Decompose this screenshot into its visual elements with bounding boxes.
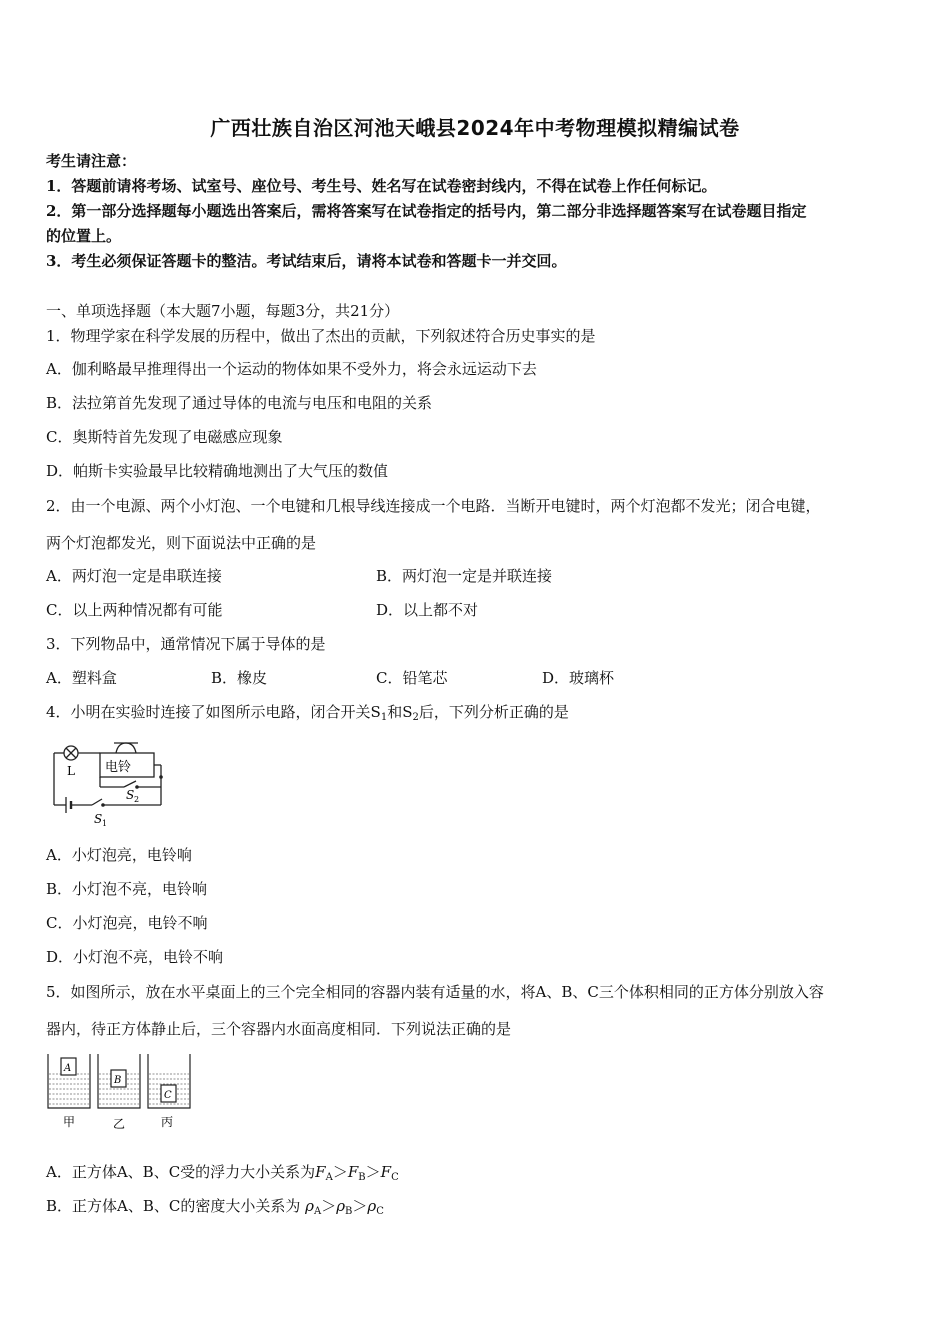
q2-option-c: C．以上两种情况都有可能 — [46, 601, 223, 619]
q4-s1-sub: 1 — [102, 819, 108, 828]
q5-option-b — [46, 1196, 384, 1222]
q5-label-yi: 乙 — [113, 1117, 126, 1131]
q5-option-b-sub2: B — [345, 1206, 353, 1217]
q2-option-b: B．两灯泡一定是并联连接 — [376, 567, 553, 585]
q5-option-b-sub3: C — [376, 1206, 384, 1217]
q5-option-b-gt1: ＞ — [321, 1197, 337, 1215]
q2-stem-line1: 2．由一个电源、两个小灯泡、一个电键和几根导线连接成一个电路．当断开电键时，两个灯泡都不发光；闭合电键， — [46, 497, 821, 515]
q4-s2-label: S — [126, 788, 135, 802]
q5-option-b-gt2: ＞ — [352, 1197, 368, 1215]
q4-option-c: C．小灯泡亮，电铃不响 — [46, 914, 208, 932]
notice-item-2: 2．第一部分选择题每小题选出答案后，需将答案写在试卷指定的括号内，第二部分非选择题答案写在试卷题目指定 — [46, 202, 807, 220]
q5-option-b-r3: ρ — [367, 1197, 377, 1215]
section-heading: 一、单项选择题（本大题7小题，每题3分，共21分） — [46, 302, 400, 320]
q2-option-a: A．两灯泡一定是串联连接 — [46, 567, 222, 585]
q3-option-d: D．玻璃杯 — [542, 669, 615, 687]
q5-option-b-r1: ρ — [305, 1197, 314, 1215]
q1-option-d: D．帕斯卡实验最早比较精确地测出了大气压的数值 — [46, 462, 389, 480]
q1-stem: 1．物理学家在科学发展的历程中，做出了杰出的贡献，下列叙述符合历史事实的是 — [46, 327, 596, 345]
q5-option-a-f1: F — [315, 1163, 326, 1181]
q4-sub-2: 2 — [412, 712, 419, 723]
q5-block-c: C — [164, 1090, 172, 1101]
q4-stem-part1: 4．小明在实验时连接了如图所示电路，闭合开关S — [46, 703, 381, 721]
q5-option-b-r2: ρ — [336, 1197, 346, 1215]
notice-heading: 考生请注意： — [46, 152, 137, 170]
q2-stem-line2: 两个灯泡都发光，则下面说法中正确的是 — [46, 534, 317, 552]
q5-option-a-sub3: C — [391, 1172, 399, 1183]
q5-option-a-f2: F — [347, 1163, 359, 1181]
q5-block-a: A — [64, 1063, 72, 1074]
q4-sub-1: 1 — [380, 712, 388, 723]
q5-option-a-sub1: A — [325, 1172, 333, 1183]
q5-option-a — [46, 1162, 399, 1188]
q3-option-b: B．橡皮 — [211, 669, 268, 687]
page-title: 广西壮族自治区河池天峨县2024年中考物理模拟精编试卷 — [210, 116, 740, 140]
q4-option-d: D．小灯泡不亮，电铃不响 — [46, 948, 224, 966]
q1-option-c: C．奥斯特首先发现了电磁感应现象 — [46, 428, 283, 446]
q4-option-b: B．小灯泡不亮，电铃响 — [46, 880, 208, 898]
notice-item-3: 3．考生必须保证答题卡的整洁。考试结束后，请将本试卷和答题卡一并交回。 — [46, 252, 567, 270]
q3-option-a: A．塑料盒 — [46, 669, 117, 687]
q3-stem: 3．下列物品中，通常情况下属于导体的是 — [46, 635, 326, 653]
q5-option-b-sub1: A — [313, 1206, 322, 1217]
q4-stem-part2: 和S — [387, 703, 413, 721]
q5-label-jia: 甲 — [63, 1115, 76, 1129]
q4-stem — [46, 702, 569, 728]
q5-stem-line2: 器内，待正方体静止后，三个容器内水面高度相同．下列说法正确的是 — [46, 1020, 512, 1038]
q4-option-a: A．小灯泡亮，电铃响 — [46, 846, 192, 864]
notice-item-2-cont: 的位置上。 — [46, 227, 122, 245]
q1-option-a: A．伽利略最早推理得出一个运动的物体如果不受外力，将会永远运动下去 — [46, 360, 537, 378]
q4-s1-label: S — [94, 812, 103, 826]
q4-circuit-diagram — [46, 735, 171, 830]
q1-option-b: B．法拉第首先发现了通过导体的电流与电压和电阻的关系 — [46, 394, 433, 412]
q5-option-b-text: B．正方体A、B、C的密度大小关系为 — [46, 1197, 301, 1215]
q4-s2-sub: 2 — [134, 795, 140, 804]
q5-option-a-text: A．正方体A、B、C受的浮力大小关系为 — [46, 1163, 316, 1181]
q5-label-bing: 丙 — [161, 1115, 174, 1129]
q2-option-d: D．以上都不对 — [376, 601, 479, 619]
q5-option-a-gt2: ＞ — [365, 1163, 381, 1181]
q5-block-b: B — [114, 1075, 122, 1086]
q5-option-a-sub2: B — [358, 1172, 366, 1183]
q5-option-a-f3: F — [380, 1163, 392, 1181]
q4-lamp-label: L — [67, 764, 75, 778]
notice-item-1: 1．答题前请将考场、试室号、座位号、考生号、姓名写在试卷密封线内，不得在试卷上作任何标记。 — [46, 177, 717, 195]
q5-containers-diagram — [46, 1050, 196, 1135]
q5-option-a-gt1: ＞ — [332, 1163, 348, 1181]
q3-option-c: C．铅笔芯 — [376, 669, 448, 687]
q4-stem-part3: 后，下列分析正确的是 — [418, 703, 569, 721]
q4-bell-label: 电铃 — [105, 760, 132, 775]
q5-stem-line1: 5．如图所示，放在水平桌面上的三个完全相同的容器内装有适量的水，将A、B、C三个体积相同的正方体分别放入容 — [46, 983, 824, 1001]
